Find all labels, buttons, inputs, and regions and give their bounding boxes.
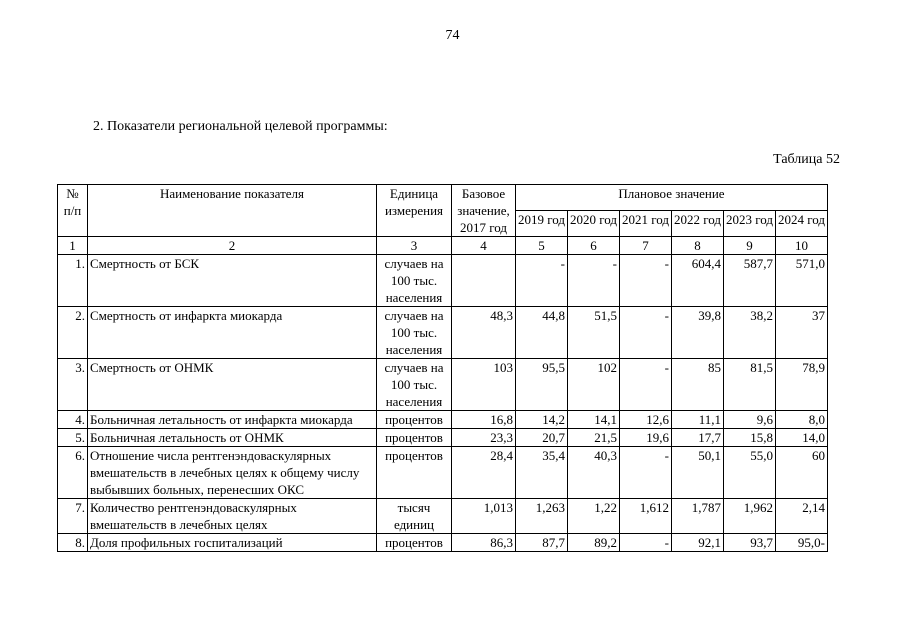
- unit-cell: процентов: [377, 411, 452, 429]
- value-2019: -: [516, 255, 568, 307]
- unit-cell: процентов: [377, 429, 452, 447]
- value-2023: 1,962: [724, 499, 776, 534]
- column-index: 5: [516, 237, 568, 255]
- value-2021: -: [620, 534, 672, 552]
- header-name: Наименование показателя: [88, 185, 377, 237]
- value-2021: -: [620, 255, 672, 307]
- table-row: [58, 534, 828, 552]
- row-number: 5.: [58, 429, 88, 447]
- value-2023: 15,8: [724, 429, 776, 447]
- column-index: 1: [58, 237, 88, 255]
- value-2021: -: [620, 307, 672, 359]
- column-index: 6: [568, 237, 620, 255]
- indicators-table: [57, 184, 828, 552]
- value-2022: 1,787: [672, 499, 724, 534]
- table-row: [58, 307, 828, 359]
- value-2020: -: [568, 255, 620, 307]
- base-value: 16,8: [452, 411, 516, 429]
- value-2024: 571,0: [776, 255, 828, 307]
- row-number: 6.: [58, 447, 88, 499]
- indicator-name: Смертность от БСК: [88, 255, 377, 307]
- value-2020: 40,3: [568, 447, 620, 499]
- unit-cell: случаев на 100 тыс. населения: [377, 359, 452, 411]
- page-number: 74: [445, 28, 460, 43]
- value-2023: 55,0: [724, 447, 776, 499]
- row-number: 2.: [58, 307, 88, 359]
- header-num: № п/п: [58, 185, 88, 237]
- table-row: [58, 429, 828, 447]
- value-2022: 39,8: [672, 307, 724, 359]
- unit-cell: случаев на 100 тыс. населения: [377, 255, 452, 307]
- value-2022: 92,1: [672, 534, 724, 552]
- value-2023: 38,2: [724, 307, 776, 359]
- base-value: 103: [452, 359, 516, 411]
- header-year: 2019 год: [516, 211, 568, 237]
- value-2022: 85: [672, 359, 724, 411]
- column-index-row: [58, 237, 828, 255]
- column-index: 4: [452, 237, 516, 255]
- indicators-table-wrapper: [57, 184, 828, 552]
- value-2020: 1,22: [568, 499, 620, 534]
- unit-cell: процентов: [377, 447, 452, 499]
- table-row: [58, 255, 828, 307]
- indicator-name: Больничная летальность от инфаркта миокарда: [88, 411, 377, 429]
- value-2022: 604,4: [672, 255, 724, 307]
- header-year: 2021 год: [620, 211, 672, 237]
- value-2020: 14,1: [568, 411, 620, 429]
- section-title: 2. Показатели региональной целевой программы:: [93, 119, 388, 134]
- value-2020: 51,5: [568, 307, 620, 359]
- value-2022: 50,1: [672, 447, 724, 499]
- base-value: 23,3: [452, 429, 516, 447]
- header-unit: Единица измерения: [377, 185, 452, 237]
- value-2023: 93,7: [724, 534, 776, 552]
- header-year: 2024 год: [776, 211, 828, 237]
- header-year: 2022 год: [672, 211, 724, 237]
- value-2024: 78,9: [776, 359, 828, 411]
- value-2024: 60: [776, 447, 828, 499]
- value-2021: -: [620, 447, 672, 499]
- table-row: [58, 447, 828, 499]
- value-2020: 102: [568, 359, 620, 411]
- indicator-name: Отношение числа рентгенэндоваскулярных вмешательств в лечебных целях к общему числу выбывших больных, перенесших ОКС: [88, 447, 377, 499]
- row-number: 7.: [58, 499, 88, 534]
- base-value: 28,4: [452, 447, 516, 499]
- value-2021: 12,6: [620, 411, 672, 429]
- value-2019: 44,8: [516, 307, 568, 359]
- row-number: 1.: [58, 255, 88, 307]
- value-2019: 95,5: [516, 359, 568, 411]
- value-2021: 1,612: [620, 499, 672, 534]
- column-index: 8: [672, 237, 724, 255]
- table-label: Таблица 52: [773, 152, 840, 167]
- table-row: [58, 411, 828, 429]
- column-index: 3: [377, 237, 452, 255]
- value-2024: 2,14: [776, 499, 828, 534]
- unit-cell: тысяч единиц: [377, 499, 452, 534]
- indicator-name: Количество рентгенэндоваскулярных вмешательств в лечебных целях: [88, 499, 377, 534]
- table-row: [58, 499, 828, 534]
- value-2019: 20,7: [516, 429, 568, 447]
- column-index: 7: [620, 237, 672, 255]
- column-index: 9: [724, 237, 776, 255]
- value-2020: 89,2: [568, 534, 620, 552]
- base-value: 48,3: [452, 307, 516, 359]
- header-row-1: [58, 185, 828, 211]
- row-number: 4.: [58, 411, 88, 429]
- value-2022: 17,7: [672, 429, 724, 447]
- indicator-name: Больничная летальность от ОНМК: [88, 429, 377, 447]
- header-base: Базовое значение, 2017 год: [452, 185, 516, 237]
- base-value: 86,3: [452, 534, 516, 552]
- value-2019: 1,263: [516, 499, 568, 534]
- base-value: [452, 255, 516, 307]
- column-index: 2: [88, 237, 377, 255]
- value-2024: 14,0: [776, 429, 828, 447]
- indicator-name: Доля профильных госпитализаций: [88, 534, 377, 552]
- value-2019: 14,2: [516, 411, 568, 429]
- value-2020: 21,5: [568, 429, 620, 447]
- base-value: 1,013: [452, 499, 516, 534]
- value-2024: 8,0: [776, 411, 828, 429]
- value-2021: -: [620, 359, 672, 411]
- value-2022: 11,1: [672, 411, 724, 429]
- table-row: [58, 359, 828, 411]
- column-index: 10: [776, 237, 828, 255]
- header-year: 2020 год: [568, 211, 620, 237]
- row-number: 3.: [58, 359, 88, 411]
- indicator-name: Смертность от ОНМК: [88, 359, 377, 411]
- value-2023: 587,7: [724, 255, 776, 307]
- unit-cell: случаев на 100 тыс. населения: [377, 307, 452, 359]
- header-year: 2023 год: [724, 211, 776, 237]
- indicator-name: Смертность от инфаркта миокарда: [88, 307, 377, 359]
- unit-cell: процентов: [377, 534, 452, 552]
- value-2019: 35,4: [516, 447, 568, 499]
- row-number: 8.: [58, 534, 88, 552]
- value-2021: 19,6: [620, 429, 672, 447]
- value-2023: 81,5: [724, 359, 776, 411]
- header-plan: Плановое значение: [516, 185, 828, 211]
- value-2023: 9,6: [724, 411, 776, 429]
- value-2019: 87,7: [516, 534, 568, 552]
- value-2024: 95,0-: [776, 534, 828, 552]
- value-2024: 37: [776, 307, 828, 359]
